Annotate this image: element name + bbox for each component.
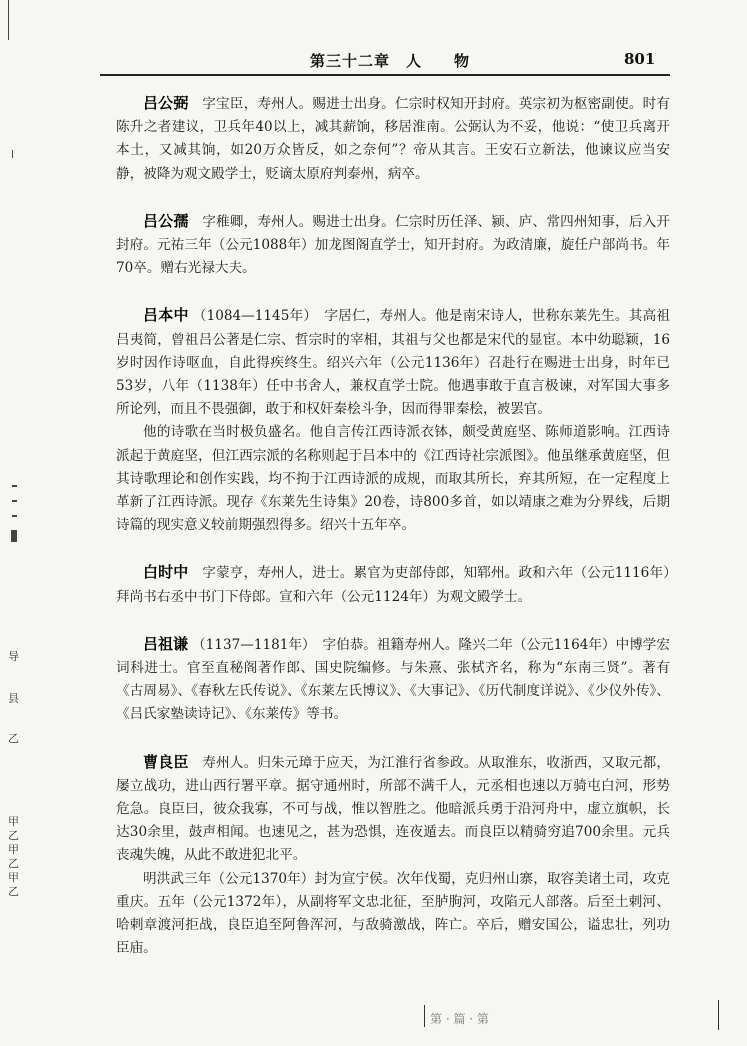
footer-smudge-text: 第 · 篇 · 第 <box>430 1012 489 1026</box>
entry-name: 曹良臣 <box>143 752 189 771</box>
scan-dot-mark <box>12 150 13 158</box>
entry-paragraph <box>116 421 670 537</box>
entry-paragraph <box>116 751 670 868</box>
margin-glyph: 导 <box>8 650 19 663</box>
entry-name: 白时中 <box>143 563 189 582</box>
entry-name: 吕本中 <box>143 306 189 325</box>
entry-name: 吕公孺 <box>143 211 189 230</box>
entry-bai-shizhong <box>116 561 670 608</box>
entry-cao-liangchen <box>116 751 670 961</box>
entry-text: 他的诗歌在当时极负盛名。他自言传江西诗派衣钵，颇受黄庭坚、陈师道影响。江西诗派起于黄庭坚，但江西宗派的名称则起于吕本中的《江西诗社宗派图》。他虽继承黄庭坚，但其诗歌理论和创作实践，均不拘于江西诗派的成规，而取其所长，弃其所短，在一定程度上革新了江西诗派。现存《东莱先生诗集》20卷，诗800多首，如以靖康之难为分界线，后期诗篇的现实意义较前期强烈得多。绍兴十五年卒。 <box>116 424 670 534</box>
entry-lv-benzhong <box>116 304 670 537</box>
entry-paragraph <box>116 304 670 421</box>
biography-list <box>116 92 670 961</box>
entry-text: 字居仁，寿州人。他是南宋诗人，世称东莱先生。其高祖吕夷简，曾祖吕公著是仁宗、哲宗时的宰相，其祖与父也都是宋代的显宦。本中幼聪颖，16岁时因作诗呕血，自此得疾终生。绍兴六年（公元1136年）召赴行在赐进士出身，时年已53岁，八年（1138年）任中书舍人，兼权直学士院。他遇事敢于直言极谏，对军国大事多所论列，而且不畏强御，敢于和权奸秦桧斗争，因而得罪秦桧，被罢官。 <box>116 308 671 418</box>
entry-text: 寿州人。归朱元璋于应天，为江淮行省参政。从取淮东，收浙西，又取元都，屡立战功，进山西行署平章。据守通州时，所部不满千人，元丞相也速以万骑屯白河，形势危急。良臣曰，彼众我寡，不可与战，惟以智胜之。他暗派兵勇于沿河舟中，虚立旗帜，长达30余里，鼓声相闻。也速见之，甚为恐惧，连夜遁去。而良臣以精骑穷追700余里。元兵丧魂失魄，从此不敢进犯北平。 <box>116 754 670 864</box>
margin-glyph: 县 <box>8 692 19 705</box>
entry-text: 字稚卿，寿州人。赐进士出身。仁宗时历任泽、颍、庐、常四州知事，后入开封府。元祐三年（公元1088年）加龙图阁直学士，知开封府。为政清廉，旋任户部尚书。年70卒。赠右光禄大夫。 <box>116 213 670 277</box>
footer-scan-bar <box>718 1000 719 1030</box>
entry-lifespan: （1137—1181年） <box>192 636 309 653</box>
left-margin-scan-marks <box>2 0 36 1046</box>
footer-scan-bar <box>424 1005 425 1027</box>
scan-dash-mark <box>12 485 17 487</box>
entry-text: 明洪武三年（公元1370年）封为宣宁侯。次年伐蜀，克归州山寨，取容美诸土司，攻克重庆。五年（公元1372年），从副将军文忠北征，至胪朐河，攻陷元人部落。后至土剌河、哈剌章渡河拒战，良臣追至阿鲁浑河，与敌骑激战，阵亡。卒后，赠安国公，谥忠壮，列功臣庙。 <box>116 870 670 957</box>
entry-paragraph <box>116 633 670 727</box>
entry-paragraph <box>116 561 670 608</box>
entry-text: 字宝臣，寿州人。赐进士出身。仁宗时权知开封府。英宗初为枢密副使。时有陈升之者建议，卫兵年40以上，减其薪饷，移居淮南。公弼认为不妥，他说：“使卫兵离开本土，又减其饷，如20万众皆反，如之奈何”？帝从其言。王安石立新法，他谏议应当安静，被降为观文殿学士，贬谪太原府判泰州，病卒。 <box>116 96 670 182</box>
entry-text: 字蒙亨，寿州人，进士。累官为吏部侍郎，知郓州。政和六年（公元1116年）拜尚书右丞中书门下侍郎。宣和六年（公元1124年）为观文殿学士。 <box>116 565 670 605</box>
scan-dash-mark <box>12 500 17 502</box>
scan-dash-mark <box>12 515 17 517</box>
entry-paragraph <box>116 868 670 961</box>
scan-line-mark <box>8 0 9 40</box>
entry-name: 吕公弼 <box>143 94 189 112</box>
entry-lv-zuqian <box>116 633 670 727</box>
page-number: 801 <box>624 50 656 68</box>
margin-glyph: 甲乙甲乙甲乙 <box>8 815 19 898</box>
entry-lv-gongbi <box>116 92 670 186</box>
entry-name: 吕祖谦 <box>143 634 189 653</box>
scan-block-mark <box>11 530 17 542</box>
header-rule <box>100 74 670 76</box>
chapter-title: 第三十二章 人 物 <box>310 52 471 70</box>
entry-lv-gongru <box>116 210 670 281</box>
entry-text: 字伯恭。祖籍寿州人。隆兴二年（公元1164年）中博学宏词科进士。官至直秘阁著作郎、国史院编修。与朱熹、张栻齐名，称为“东南三贤”。著有《古周易》、《春秋左氏传说》、《东莱左氏博议》、《大事记》、《历代制度详说》、《少仪外传》、《吕氏家塾读诗记》、《东莱传》等书。 <box>116 636 671 723</box>
entry-paragraph <box>116 210 670 281</box>
entry-paragraph <box>116 92 670 186</box>
margin-glyph: 乙 <box>8 732 19 745</box>
entry-lifespan: （1084—1145年） <box>192 308 311 325</box>
